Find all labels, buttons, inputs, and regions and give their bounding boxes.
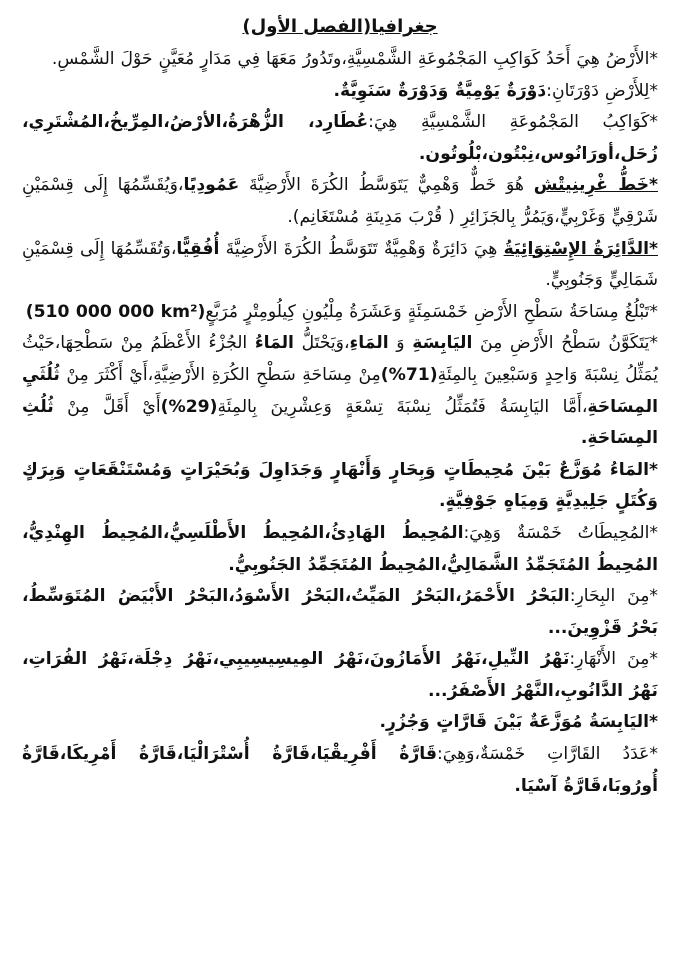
paragraph-text: أَيْ أَقَلَّ مِنْ: [53, 396, 161, 417]
paragraph-text: اليَابِسَةِ: [412, 333, 473, 354]
paragraph-text: البَحْرُ الأَحْمَرُ،البَحْرُ المَيِّتُ،البَحْرُ الأَسْوَدُ،البَحْرُ الأَبْيَضُ المُتَوَسِّطُ، بَحْرُ قَزْوِينَ...: [22, 586, 658, 638]
paragraph-text: عَمُودِيًا: [183, 175, 240, 196]
paragraph-text: *تَبْلُغُ مِسَاحَةُ سَطْحِ الأَرْضِ خَمْسَمِئَةٍ وَعَشَرَةُ مِلْيُونِ كِيلُومِتْرٍ مُرَبَّعٍ: [205, 301, 658, 322]
paragraph-text: (71%): [380, 364, 438, 385]
paragraph-text: هُوَ خَطٌّ وَهْمِيٌّ يَتَوَسَّطُ الكُرَةَ الأَرْضِيَّةَ: [239, 175, 534, 196]
paragraph-text: ثُلُثِ المِسَاحَةِ.: [22, 396, 658, 449]
paragraph: [22, 455, 658, 518]
paragraph-text: أُفُقِيًّا: [176, 238, 220, 259]
paragraph: [22, 707, 658, 739]
paragraph-text: ثُلُثَيِ المِسَاحَةِ: [22, 364, 658, 417]
paragraph: [22, 328, 658, 454]
paragraph: [22, 644, 658, 707]
paragraph: [22, 170, 658, 233]
paragraph-text: *يَتَكَوَّنُ سَطْحُ الأَرْضِ مِنَ: [472, 333, 658, 354]
paragraph-text: عُطَارِد، الزُّهْرَةُ،الأرْضُ،المِرِّيخُ،المُشْتَرِي، زُحَل،أورَانُوس،نِبْتُون،بْلُوتُون.: [22, 112, 658, 164]
paragraph-text: *خَطُّ غْرِينِيتْش: [533, 175, 659, 196]
paragraph: [22, 76, 658, 108]
document-body: [22, 44, 658, 802]
paragraph-text: ،وَيَحْتَلُّ: [293, 333, 350, 354]
paragraph: [22, 44, 658, 76]
paragraph-text: ،وَيُقَسِّمُهَا إِلَى قِسْمَيْنِ شَرْقِيٍّ وَغَرْبِيٍّ،وَيَمُرُّ بِالجَزَائِرِ ( قُرْبَ مَدِينَةِ مُسْتَغَانِم).: [22, 175, 658, 227]
paragraph-text: وَ: [388, 333, 413, 354]
page-title: جغرافيا(الفصل الأول): [242, 16, 438, 37]
paragraph-text: *لِلأَرْضِ دَوْرَتَانِ:: [546, 80, 658, 101]
paragraph-text: *المُحِيطَاتُ خَمْسَةٌ وَهِيَ:: [463, 522, 658, 543]
paragraph-text: *كَوَاكِبُ المَجْمُوعَةِ الشَّمْسِيَّةِ هِيَ:: [368, 112, 659, 133]
paragraph: [22, 107, 658, 170]
paragraph-text: *مِنَ البِحَارِ:: [569, 586, 659, 607]
paragraph-text: نَهْرُ النِّيلِ،نَهْرُ الأَمَازُونَ،نَهْرُ المِيسِيسِيبِي،نَهْرُ دِجْلَة،نَهْرُ الفُرَاتِ، نَهْرُ الدَّانُوبِ،النَّهْرُ الأَصْفَرُ...: [22, 649, 658, 701]
paragraph-text: هِيَ دَائِرَةٌ وَهْمِيَّةٌ تَتَوَسَّطُ الكُرَةَ الأَرْضِيَّةَ: [219, 238, 504, 259]
paragraph-text: مِنْ مِسَاحَةِ سَطْحِ الكُرَةِ الأَرْضِيَّةِ،أَيْ أَكْثَرَ مِنْ: [59, 364, 381, 385]
paragraph-text: *الأَرْضُ هِيَ أَحَدُ كَوَاكِبِ المَجْمُوعَةِ الشَّمْسِيَّةِ،وتَدُورُ مَعَهَا فِي مَدَارٍ مُعَيَّنٍ حَوْلَ الشَّمْسِ.: [51, 49, 658, 69]
paragraph: [22, 297, 658, 329]
paragraph-text: قَارَّةُ أَفْرِيقْيَا،قَارَّةُ أُسْتْرَالْيَا،قَارَّةُ أَمْرِيكَا،قَارَّةُ أُورُوبَا،قَارَّةُ آسْيَا.: [22, 744, 658, 796]
paragraph: [22, 581, 658, 644]
paragraph-text: ،وَتُقَسِّمُهَا إِلَى قِسْمَيْنِ شَمَالِيٍّ وَجَنُوبِيٍّ.: [22, 238, 658, 291]
paragraph-text: المُحِيطُ الهَادِئُ،المُحِيطُ الأَطْلَسِيُّ،المُحِيطُ الهِنْدِيُّ، المُحِيطُ المُتَجَمِّدُ الشَّمَالِيُّ،المُحِيطُ المُتَجَمِّدُ الجَنُوبِيُّ.: [22, 522, 658, 575]
paragraph: [22, 234, 658, 297]
paragraph-text: (510 000 000 km²): [25, 301, 206, 322]
paragraph-text: *الدَّائِرَةُ الإِسْتِوَائِيَةُ: [503, 238, 658, 259]
paragraph: [22, 739, 658, 802]
paragraph-text: ،أَمَّا اليَابِسَةُ فَتُمَثِّلُ نِسْبَةَ تِسْعَةٍ وَعِشْرِينَ بِالمِئَةِ: [217, 396, 588, 417]
paragraph-text: الجُزْءُ الأَعْظَمُ مِنْ سَطْحِهَا،حَيْثُ يُمَثِّلُ نِسْبَةَ وَاحِدٍ وَسَبْعِينَ بِالمِئَةِ: [22, 333, 658, 385]
paragraph-text: *اليَابِسَةُ مُوَزَّعَةٌ بَيْنَ قَارَّاتٍ وَجُزُرٍ.: [379, 712, 658, 733]
paragraph: [22, 518, 658, 581]
paragraph-text: *مِنَ الأَنْهَارِ:: [569, 649, 658, 670]
paragraph-text: *عَدَدُ القَارَّاتِ خَمْسَةٌ،وَهِيَ:: [436, 744, 658, 765]
paragraph-text: دَوْرَةٌ يَوْمِيَّةٌ وَدَوْرَةٌ سَنَوِيَّةٌ.: [333, 80, 547, 101]
paragraph-text: المَاءُ: [254, 333, 294, 354]
paragraph-text: المَاءِ: [349, 333, 389, 354]
paragraph-text: *المَاءُ مُوَزَّعٌ بَيْنَ مُحِيطَاتٍ وَبِحَارٍ وَأَنْهَارٍ وَجَدَاوِلَ وَبُحَيْرَاتٍ وَمُسْتَنْقَعَاتٍ وَبِرَكٍ وَكُتَلٍ جَلِيدِيَّةٍ وَمِيَاهٍ جَوْفِيَّةٍ.: [22, 459, 658, 512]
paragraph-text: (29%): [160, 396, 218, 417]
